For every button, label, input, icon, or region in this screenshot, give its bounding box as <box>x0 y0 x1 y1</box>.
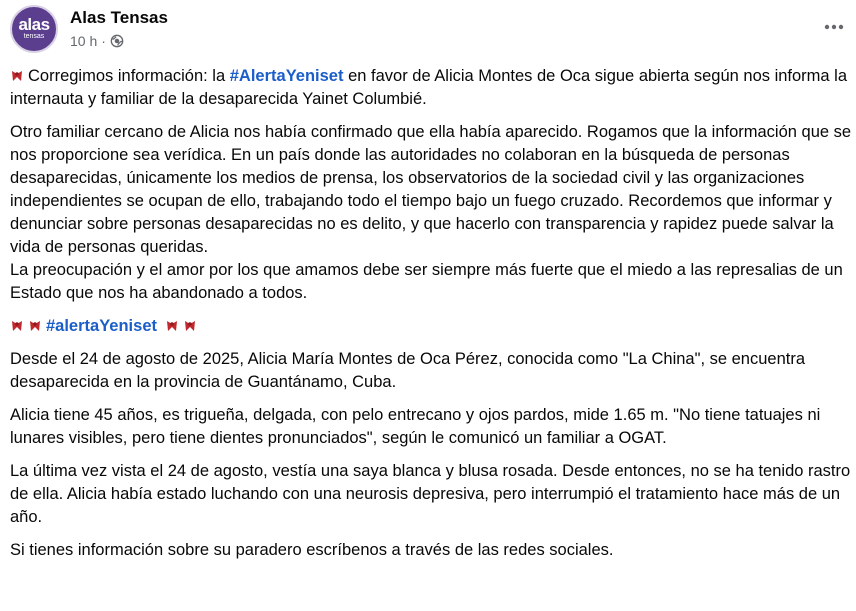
avatar-logo-subtext: tensas <box>23 33 45 40</box>
page-name-link[interactable]: Alas Tensas <box>70 8 168 27</box>
red-bow-emoji-icon <box>10 318 24 332</box>
paragraph-last-seen: La última vez vista el 24 de agosto, vestía una saya blanca y blusa rosada. Desde entonces, no se ha tenido rastro de ella. Alicia había estado luchando con una neurosis depresiva, pero interrumpió el tratamiento hace más de un año. <box>10 462 851 526</box>
red-bow-emoji-icon <box>28 318 42 332</box>
red-bow-emoji-icon <box>10 68 24 82</box>
paragraph-contact: Si tienes información sobre su paradero escríbenos a través de las redes sociales. <box>10 541 614 559</box>
correction-text-rest: en favor de Alicia Montes de Oca sigue abierta según nos informa la internauta y familiar de la desaparecida Yainet Columbié. <box>10 67 848 108</box>
paragraph-description: Alicia tiene 45 años, es trigueña, delgada, con pelo entrecano y ojos pardos, mide 1.65 m. "No tiene tatuajes ni lunares visibles, pero tiene dientes pronunciados", según le comunicó un familiar a OGAT. <box>10 406 821 447</box>
hashtag-link[interactable]: #alertaYeniset <box>46 317 157 335</box>
avatar-logo-text: alas <box>18 15 50 34</box>
post-time-link[interactable]: 10 h <box>70 33 98 49</box>
post-body <box>10 65 856 572</box>
meta-separator: · <box>101 33 106 49</box>
hashtag-line <box>10 315 856 338</box>
hashtag-link[interactable]: #AlertaYeniset <box>229 67 344 85</box>
post-header <box>10 5 850 57</box>
paragraph-correction <box>10 65 856 111</box>
post-meta <box>70 33 124 49</box>
more-options-button[interactable] <box>822 15 846 39</box>
globe-icon[interactable] <box>110 34 124 48</box>
paragraph-statement: Otro familiar cercano de Alicia nos había confirmado que ella había aparecido. Rogamos que la información que se nos proporcione sea verídica. En un país donde las autoridades no colaboran en la búsqueda de personas desaparecidas, únicamente los medios de prensa, los observatorios de la sociedad civil y las organizaciones independientes se ocupan de ello, trabajando todo el tiempo bajo un fuego cruzado. Recordemos que informar y denunciar sobre personas desaparecidas no es delito, y que hacerlo con transparencia y rapidez puede salvar la vida de personas queridas. La preocupación y el amor por los que amamos debe ser siempre más fuerte que el miedo a las represalias de un Estado que nos ha abandonado a todos. <box>10 123 852 302</box>
more-options-icon <box>824 24 844 30</box>
paragraph-missing-since: Desde el 24 de agosto de 2025, Alicia María Montes de Oca Pérez, conocida como "La China", se encuentra desaparecida en la provincia de Guantánamo, Cuba. <box>10 350 806 391</box>
correction-text-start: Corregimos información: la <box>28 67 230 85</box>
red-bow-emoji-icon <box>165 318 179 332</box>
avatar[interactable] <box>10 5 58 53</box>
red-bow-emoji-icon <box>183 318 197 332</box>
